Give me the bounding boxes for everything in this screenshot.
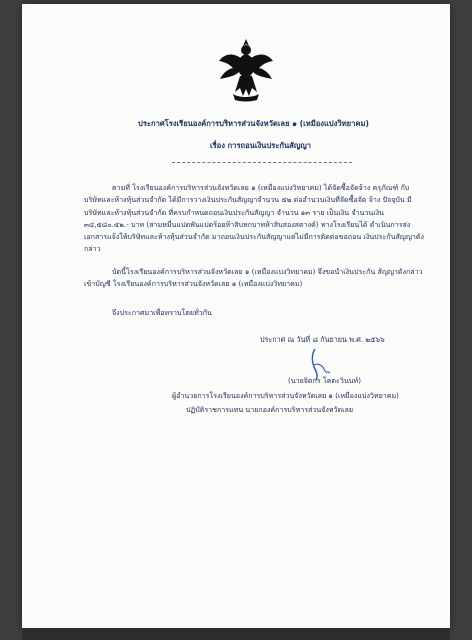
bottom-shadow [22,628,450,640]
closing-paragraph: จึงประกาศมาเพื่อทราบโดยทั่วกัน [112,308,212,317]
document-title: ประกาศโรงเรียนองค์การบริหารส่วนจังหวัดเลย ๑ (เหมืองแบ่งวิทยาคม) [138,119,369,128]
document-subject: เรื่อง การถอนเงินประกันสัญญา [210,141,311,150]
signer-position-secondary: ปฏิบัติราชการแทน นายกองค์การบริหารส่วนจังหวัดเลย [186,405,354,414]
body-paragraph-1: ตามที่ โรงเรียนองค์การบริหารส่วนจังหวัดเลย ๑ (เหมืองแบ่งวิทยาคม) ได้จัดซื้อจัดจ้าง ครุภัณฑ์ กับบริษัทและห้างหุ้นส่วนจำกัด ได้มีการวางเงินประกันสัญญาจำนวน ๕๒ ต่ออำนวนเงินที่จัดซื้อจัด จ้าง ปัจจุบัน มีบริษัทและห้างหุ้นส่วนจำกัด ที่ครบกำหนดถอนเงินประกันสัญญา จำนวน ๑๓ ราย เป็นเงิน จำนวนเงิน ๓๔,๕๘๐.๕๒.- บาท (สามหมื่นแปดพันแปดร้อยห้าสิบหกบาทห้าสิบสองสตางค์) ทางโรงเรียนได้ ดำเนินการส่งเอกสารแจ้งให้บริษัทและห้างหุ้นส่วนจำกัด มาถอนเงินประกันสัญญาแต่ไม่มีการติดต่อขอถอน เงินประกันสัญญาดังกล่าว [84,183,424,254]
body-paragraph-2: บัดนี้โรงเรียนองค์การบริหารส่วนจังหวัดเลย ๑ (เหมืองแบ่งวิทยาคม) จึงขอนำเงินประกัน สัญญาดังกล่าวเข้าบัญชี โรงเรียนองค์การบริหารส่วนจังหวัดเลย ๑ (เหมืองแบ่งวิทยาคม) [84,267,423,289]
separator-line [172,162,352,163]
garuda-emblem-icon [215,34,277,102]
announcement-date: ประกาศ ณ วันที่ ๘ กันยายน พ.ศ. ๒๕๖๖ [260,335,385,344]
document-page [22,4,450,630]
signer-position-primary: ผู้อำนวยการโรงเรียนองค์การบริหารส่วนจังหวัดเลย ๑ (เหมืองแบ่งวิทยาคม) [172,391,399,400]
signer-name: (นายจิตกร โคตะวินนท์) [288,376,361,385]
